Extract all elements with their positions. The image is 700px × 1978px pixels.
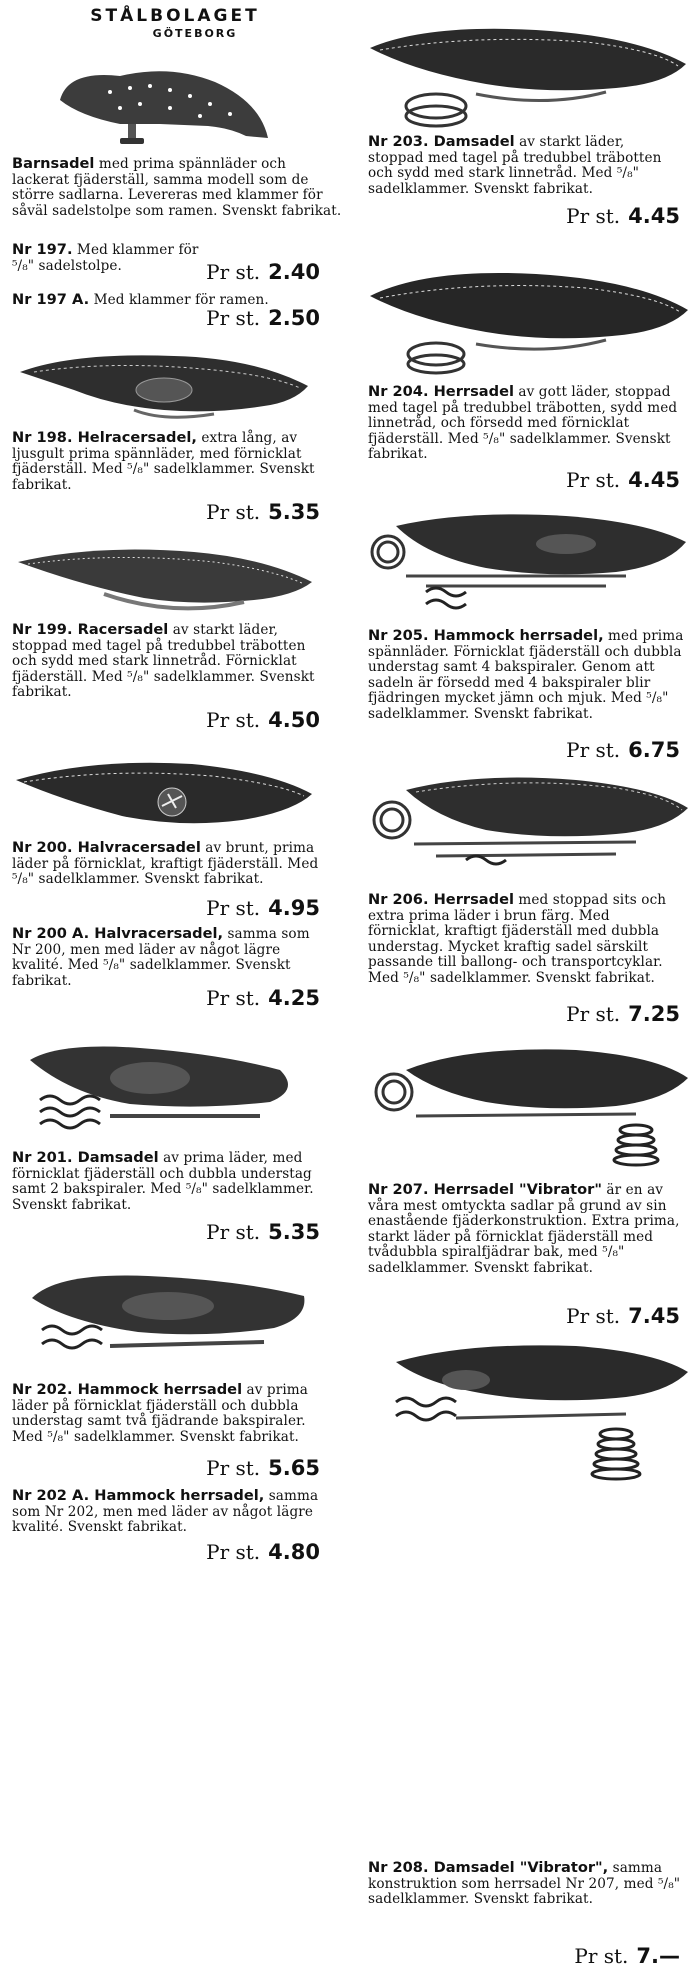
nr202a-name: Nr 202 A. Hammock herrsadel,	[12, 1487, 265, 1504]
nr200a-pr-label: Pr st.	[206, 986, 261, 1010]
nr206-desc: med stoppad sits och extra prima läder i brun färg. Med förnicklat, kraftigt fjäderställ med dubbla understag. Mycket kraftig sadel särskilt passande till ballong- och transportcyklar. Med ⁵/₈" sadelklammer. Svenskt fabrikat.	[368, 892, 667, 986]
barnsadel-name: Barnsadel	[12, 155, 95, 172]
nr197a-desc: Med klammer för ramen.	[93, 292, 269, 308]
nr205-name: Nr 205. Hammock herrsadel,	[368, 627, 604, 644]
nr205-saddle-image	[366, 506, 696, 622]
nr198-price-row	[140, 500, 320, 524]
nr202-price-row	[140, 1456, 320, 1480]
nr204-saddle-image	[366, 260, 696, 376]
nr203-pr-label: Pr st.	[566, 204, 621, 228]
barnsadel-desc: med prima spännläder och lackerat fjäderställ, samma modell som de större sadlarna. Levereras med klammer för såväl sadelstolpe som ramen. Svenskt fabrikat.	[12, 156, 342, 219]
nr201-name: Nr 201. Damsadel	[12, 1149, 159, 1166]
nr201-price: 5.35	[268, 1220, 320, 1244]
company-city: GÖTEBORG	[152, 27, 238, 40]
nr200a-price-row	[140, 986, 320, 1010]
nr207-price: 7.45	[628, 1304, 680, 1328]
nr199-saddle-image	[14, 538, 314, 618]
nr199-desc: av starkt läder, stoppad med tagel på tredubbel träbotten och sydd med stark linnetråd. Förnicklat fjäderställ. Med ⁵/₈" sadelklammer. Svenskt fabrikat.	[12, 622, 315, 701]
nr203-desc: av starkt läder, stoppad med tagel på tredubbel träbotten och sydd med stark linnetråd. Med ⁵/₈" sadelklammer. Svenskt fabrikat.	[368, 134, 662, 197]
nr207-pr-label: Pr st.	[566, 1304, 621, 1328]
nr202a-price: 4.80	[268, 1540, 320, 1564]
nr202-saddle-image	[18, 1262, 314, 1372]
nr198-desc: extra lång, av ljusgult prima spännläder, med förnicklat fjäderställ. Med ⁵/₈" sadelklammer. Svenskt fabrikat.	[12, 430, 315, 493]
nr202-price: 5.65	[268, 1456, 320, 1480]
nr202-name: Nr 202. Hammock herrsadel	[12, 1381, 243, 1398]
nr199-price-row	[140, 708, 320, 732]
nr206-pr-label: Pr st.	[566, 1002, 621, 1026]
nr201-price-row	[140, 1220, 320, 1244]
nr197-name: Nr 197.	[12, 241, 73, 258]
nr204-pr-label: Pr st.	[566, 468, 621, 492]
nr197-price: 2.40	[268, 260, 320, 284]
nr207-saddle-image	[366, 1040, 696, 1170]
nr200a-desc: samma som Nr 200, men med läder av något lägre kvalité. Med ⁵/₈" sadelklammer. Svenskt fabrikat.	[12, 926, 310, 989]
nr208-price-row	[500, 1944, 680, 1968]
nr200a-price: 4.25	[268, 986, 320, 1010]
nr200-price-row	[140, 896, 320, 920]
nr204-desc: av gott läder, stoppad med tagel på tredubbel träbotten, sydd med linnetråd, och försedd med förnicklat fjäderställ. Med ⁵/₈" sadelklammer. Svenskt fabrikat.	[368, 384, 678, 463]
nr199-pr-label: Pr st.	[206, 708, 261, 732]
nr197-price-row	[140, 260, 320, 284]
nr203-price: 4.45	[628, 204, 680, 228]
company-name: STÅLBOLAGET	[90, 6, 260, 26]
nr198-pr-label: Pr st.	[206, 500, 261, 524]
nr206-price-row	[500, 1002, 680, 1026]
nr199-name: Nr 199. Racersadel	[12, 621, 169, 638]
nr200-desc: av brunt, prima läder på förnicklat, kraftigt fjäderställ. Med ⁵/₈" sadelklammer. Svenskt fabrikat.	[12, 840, 319, 888]
nr205-price: 6.75	[628, 738, 680, 762]
nr197a-pr-label: Pr st.	[206, 306, 261, 330]
nr207-price-row	[500, 1304, 680, 1328]
nr206-saddle-image	[366, 770, 696, 886]
nr200-price: 4.95	[268, 896, 320, 920]
nr200-name: Nr 200. Halvracersadel	[12, 839, 201, 856]
child-saddle-image	[40, 58, 300, 150]
nr203-saddle-image	[366, 18, 696, 128]
nr198-saddle-image	[14, 344, 314, 424]
nr200a-name: Nr 200 A. Halvracersadel,	[12, 925, 224, 942]
nr208-saddle-image	[366, 1338, 696, 1488]
nr200-saddle-image	[12, 750, 316, 836]
nr205-desc: med prima spännläder. Förnicklat fjäderställ och dubbla understag samt 4 bakspiraler. Genom att sadeln är försedd med 4 bakspiraler blir fjädringen mycket jämn och mjuk. Med ⁵/₈" sadelklammer. Svenskt fabrikat.	[368, 628, 684, 722]
nr208-name: Nr 208. Damsadel "Vibrator",	[368, 1859, 609, 1876]
nr208-pr-label: Pr st.	[574, 1944, 629, 1968]
nr208-desc: samma konstruktion som herrsadel Nr 207, med ⁵/₈" sadelklammer. Svenskt fabrikat.	[368, 1860, 681, 1908]
nr207-name: Nr 207. Herrsadel "Vibrator"	[368, 1181, 602, 1198]
nr202a-desc: samma som Nr 202, men med läder av något lägre kvalité. Svenskt fabrikat.	[12, 1488, 319, 1536]
nr201-pr-label: Pr st.	[206, 1220, 261, 1244]
nr200-pr-label: Pr st.	[206, 896, 261, 920]
nr204-price: 4.45	[628, 468, 680, 492]
nr197-pr-label: Pr st.	[206, 260, 261, 284]
nr202-pr-label: Pr st.	[206, 1456, 261, 1480]
nr197-desc: Med klammer för ⁵/₈" sadelstolpe.	[12, 242, 199, 274]
nr207-desc: är en av våra mest omtyckta sadlar på grund av sin enastående fjäderkonstruktion. Extra prima, starkt läder på förnicklat fjäderställ med tvådubbla spiralfjädrar bak, med ⁵/₈" sadelklammer. Svenskt fabrikat.	[368, 1182, 680, 1276]
nr198-name: Nr 198. Helracersadel,	[12, 429, 197, 446]
nr204-price-row	[500, 468, 680, 492]
nr197a-price: 2.50	[268, 306, 320, 330]
nr199-price: 4.50	[268, 708, 320, 732]
nr205-price-row	[500, 738, 680, 762]
nr206-name: Nr 206. Herrsadel	[368, 891, 514, 908]
nr202-desc: av prima läder på förnicklat fjäderställ och dubbla understag samt två fjädrande bakspiraler. Med ⁵/₈" sadelklammer. Svenskt fabrikat.	[12, 1382, 308, 1445]
nr202a-pr-label: Pr st.	[206, 1540, 261, 1564]
nr201-desc: av prima läder, med förnicklat fjäderställ och dubbla understag samt 2 bakspiraler. Med ⁵/₈" sadelklammer. Svenskt fabrikat.	[12, 1150, 314, 1213]
nr202a-price-row	[140, 1540, 320, 1564]
nr208-price: 7.—	[636, 1944, 680, 1968]
nr205-pr-label: Pr st.	[566, 738, 621, 762]
nr206-price: 7.25	[628, 1002, 680, 1026]
nr197a-name: Nr 197 A.	[12, 291, 90, 308]
nr204-name: Nr 204. Herrsadel	[368, 383, 514, 400]
nr198-price: 5.35	[268, 500, 320, 524]
nr203-name: Nr 203. Damsadel	[368, 133, 515, 150]
nr201-saddle-image	[20, 1030, 310, 1140]
nr197a-price-row	[140, 306, 320, 330]
nr203-price-row	[500, 204, 680, 228]
